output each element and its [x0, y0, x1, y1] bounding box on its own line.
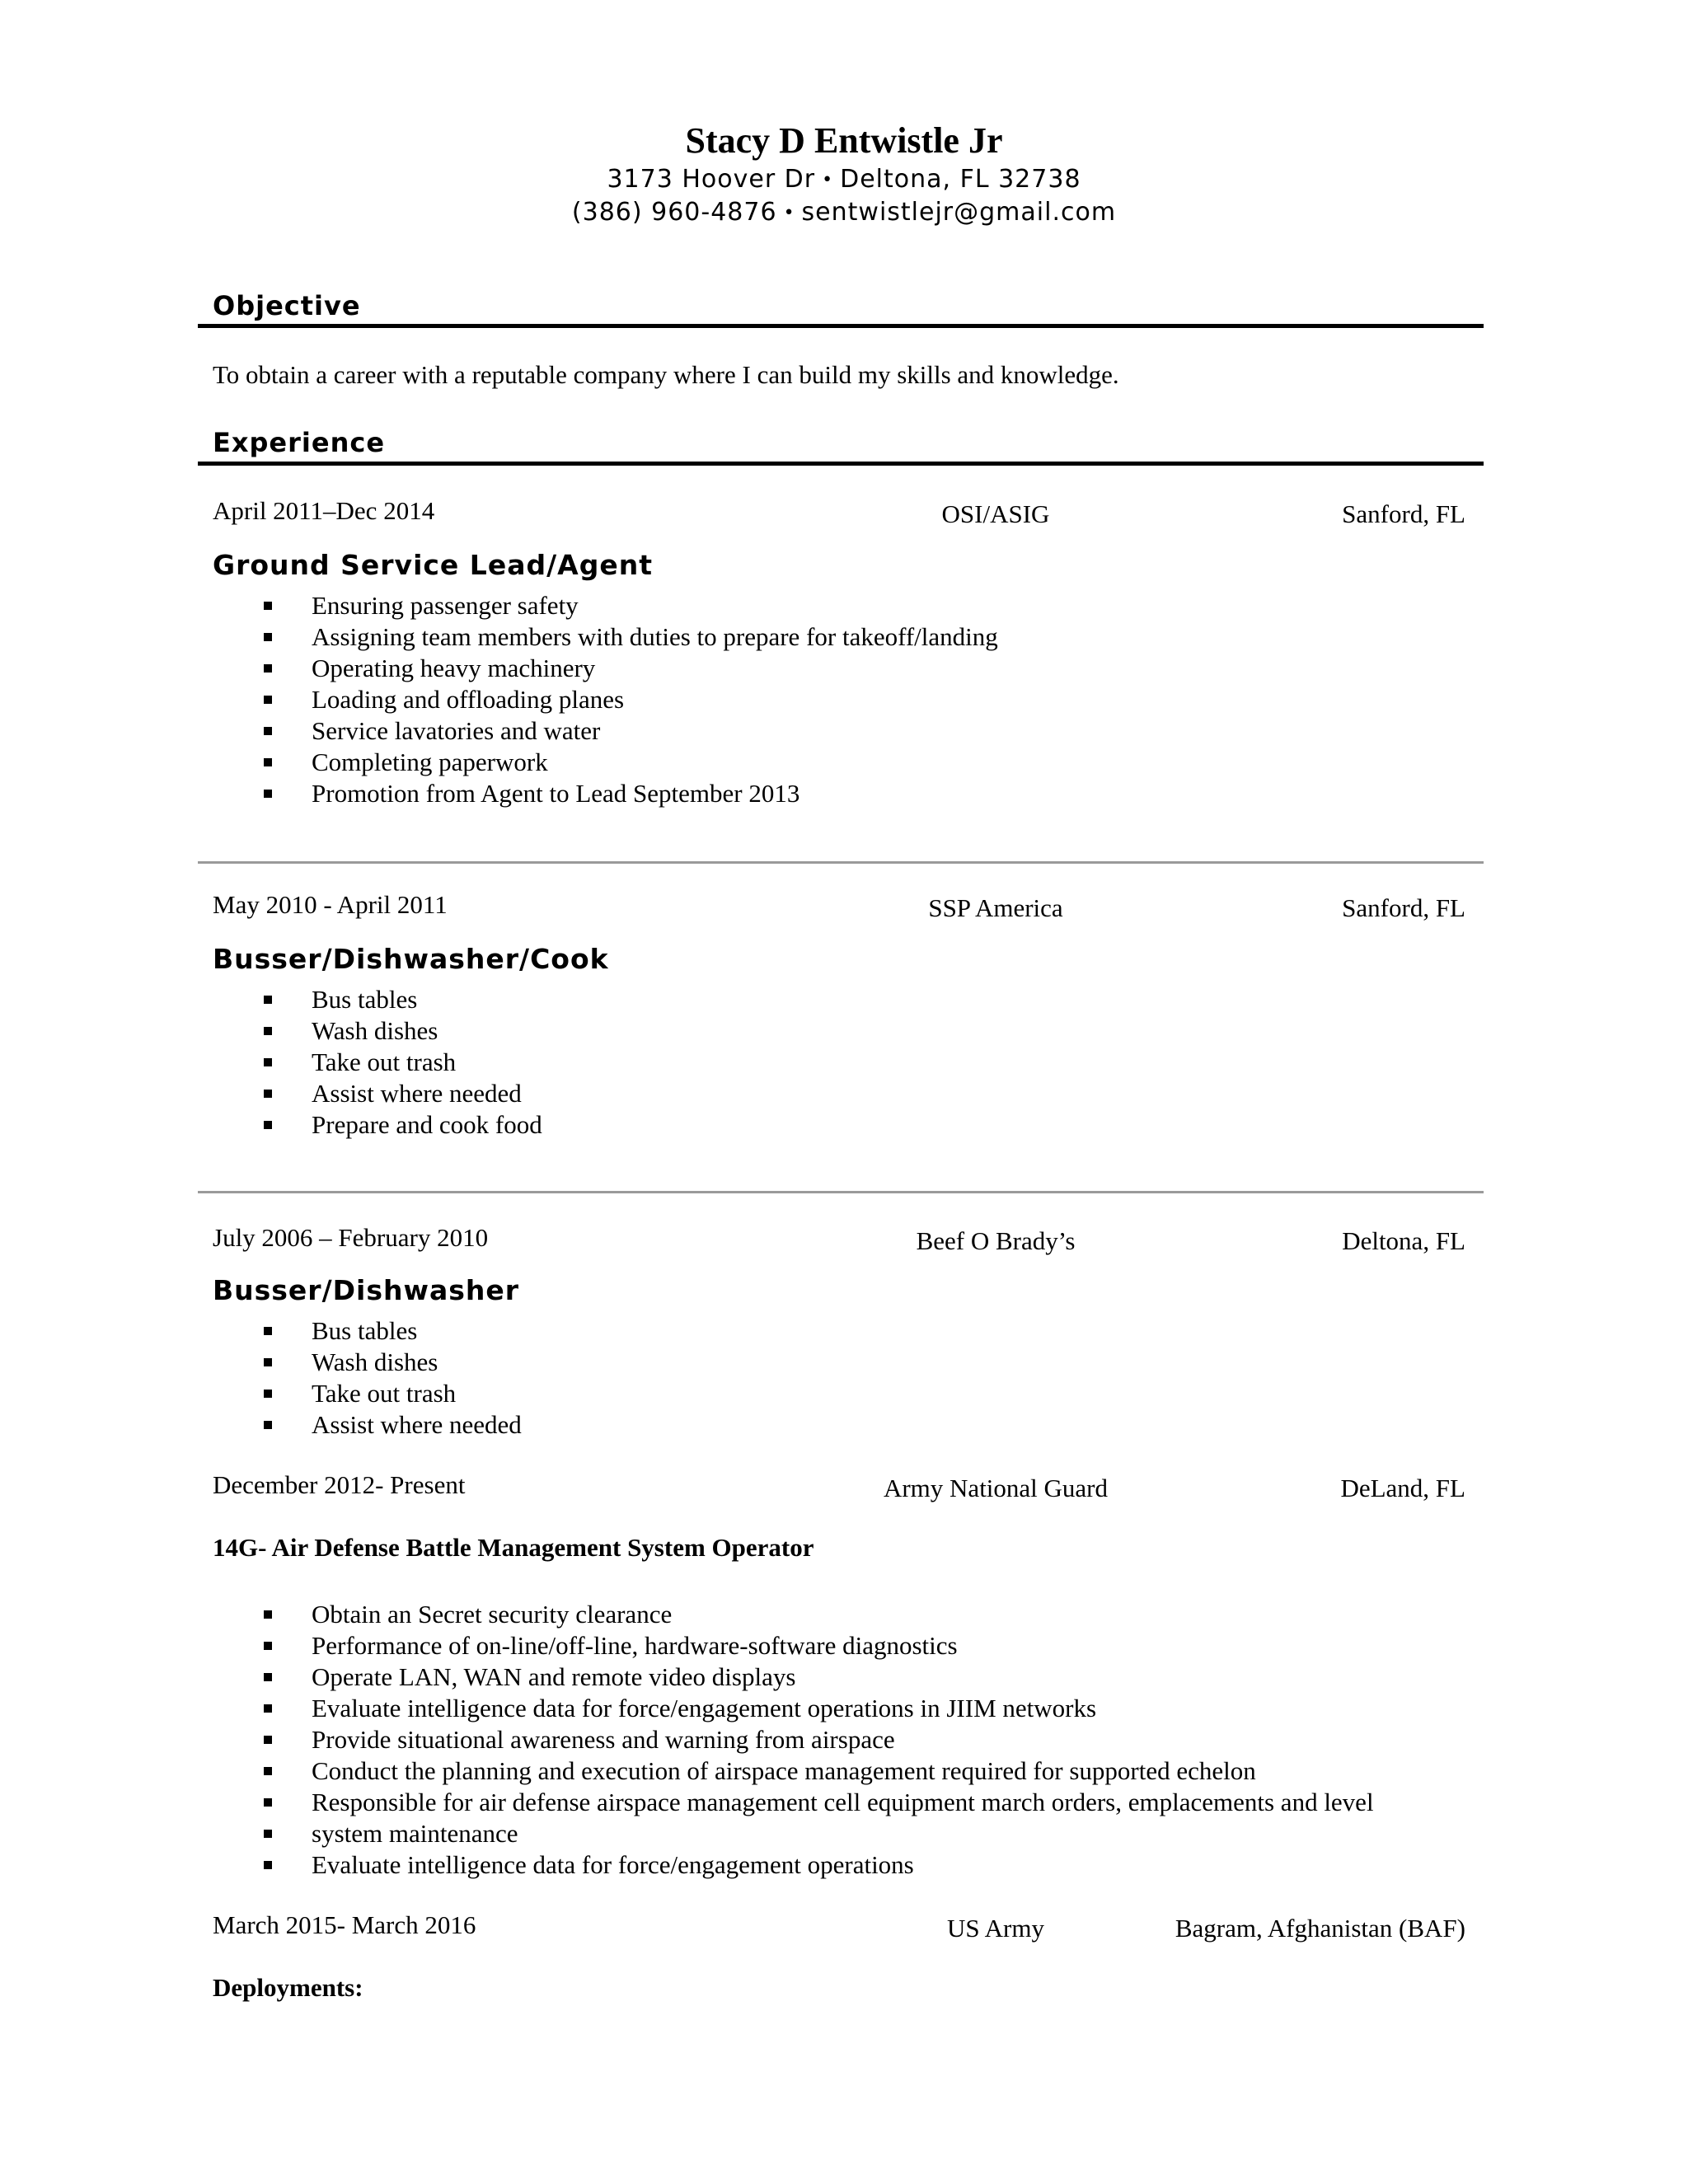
duty-list — [262, 1315, 522, 1441]
job-title: Busser/Dishwasher — [213, 1274, 520, 1306]
duty-list — [262, 1599, 1374, 1881]
objective-divider — [198, 324, 1484, 328]
job-dates: April 2011–Dec 2014 — [213, 496, 435, 525]
job-company: SSP America — [928, 893, 1063, 922]
job-title: 14G- Air Defense Battle Management System Operator — [213, 1533, 814, 1562]
job-dates: May 2010 - April 2011 — [213, 890, 448, 919]
experience-divider — [198, 462, 1484, 466]
separator-dot: • — [783, 203, 795, 223]
duty-item: Take out trash — [262, 1378, 522, 1409]
job-divider — [198, 861, 1484, 864]
job-header — [213, 1223, 1465, 1256]
job-location: Deltona, FL — [1342, 1226, 1465, 1255]
objective-text: To obtain a career with a reputable company where I can build my skills and knowledge. — [213, 360, 1119, 389]
separator-dot: • — [822, 170, 834, 190]
duty-item: Promotion from Agent to Lead September 2013 — [262, 778, 998, 809]
duty-item: Bus tables — [262, 1315, 522, 1347]
objective-heading: Objective — [213, 290, 361, 321]
duty-item: Assist where needed — [262, 1078, 542, 1109]
duty-item: Prepare and cook food — [262, 1109, 542, 1141]
duty-item: Assigning team members with duties to prepare for takeoff/landing — [262, 621, 998, 653]
email-address: sentwistlejr@gmail.com — [801, 198, 1117, 227]
duty-item: Ensuring passenger safety — [262, 590, 998, 621]
address-line — [0, 165, 1688, 194]
job-location: Bagram, Afghanistan (BAF) — [1175, 1914, 1465, 1943]
job-location: Sanford, FL — [1342, 499, 1465, 528]
job-header — [213, 1910, 1465, 1943]
experience-heading: Experience — [213, 427, 386, 458]
job-location: Sanford, FL — [1342, 893, 1465, 922]
job-header — [213, 1470, 1465, 1503]
job-title: Ground Service Lead/Agent — [213, 549, 653, 581]
job-dates: December 2012- Present — [213, 1470, 466, 1499]
duty-item: Evaluate intelligence data for force/engagement operations — [262, 1849, 1374, 1881]
applicant-name: Stacy D Entwistle Jr — [685, 120, 1003, 161]
duty-item: Performance of on-line/off-line, hardware-software diagnostics — [262, 1630, 1374, 1661]
job-title: Busser/Dishwasher/Cook — [213, 943, 609, 975]
duty-item: Responsible for air defense airspace management cell equipment march orders, emplacements and level — [262, 1787, 1374, 1818]
duty-item: Evaluate intelligence data for force/engagement operations in JIIM networks — [262, 1693, 1374, 1724]
duty-list — [262, 984, 542, 1141]
duty-list — [262, 590, 998, 809]
duty-item: Operating heavy machinery — [262, 653, 998, 684]
duty-item: Service lavatories and water — [262, 715, 998, 747]
duty-item: Bus tables — [262, 984, 542, 1015]
duty-item: Wash dishes — [262, 1347, 522, 1378]
job-company: OSI/ASIG — [941, 499, 1050, 528]
duty-item: system maintenance — [262, 1818, 1374, 1849]
duty-item: Wash dishes — [262, 1015, 542, 1047]
job-company: Army National Guard — [883, 1474, 1109, 1502]
duty-item: Operate LAN, WAN and remote video displays — [262, 1661, 1374, 1693]
job-dates: March 2015- March 2016 — [213, 1910, 476, 1939]
job-location: DeLand, FL — [1340, 1474, 1465, 1502]
deployments-heading: Deployments: — [213, 1973, 363, 2002]
job-header — [213, 496, 1465, 529]
duty-item: Provide situational awareness and warning from airspace — [262, 1724, 1374, 1755]
city-state-zip: Deltona, FL 32738 — [840, 165, 1081, 194]
duty-item: Obtain an Secret security clearance — [262, 1599, 1374, 1630]
duty-item: Completing paperwork — [262, 747, 998, 778]
duty-item: Assist where needed — [262, 1409, 522, 1441]
duty-item: Conduct the planning and execution of airspace management required for supported echelon — [262, 1755, 1374, 1787]
duty-item: Loading and offloading planes — [262, 684, 998, 715]
job-divider — [198, 1191, 1484, 1193]
phone-number: (386) 960-4876 — [571, 198, 777, 227]
duty-item: Take out trash — [262, 1047, 542, 1078]
job-company: US Army — [947, 1914, 1044, 1943]
contact-line — [0, 198, 1688, 227]
job-header — [213, 890, 1465, 923]
job-dates: July 2006 – February 2010 — [213, 1223, 489, 1252]
job-company: Beef O Brady’s — [916, 1226, 1076, 1255]
street-address: 3173 Hoover Dr — [607, 165, 816, 194]
